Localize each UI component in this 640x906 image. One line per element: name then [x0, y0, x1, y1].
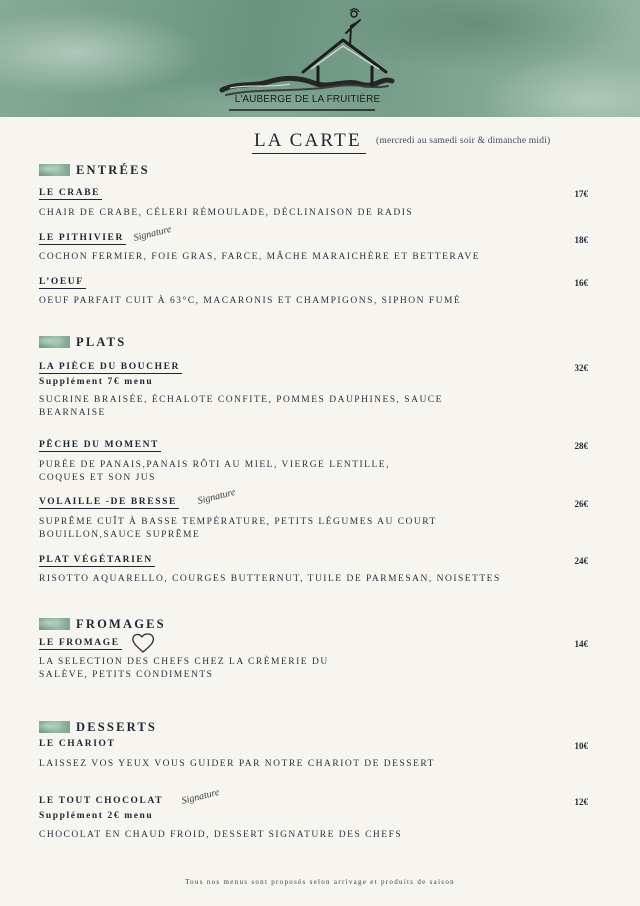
page-subtitle: (mercredi au samedi soir & dimanche midi) — [376, 136, 551, 146]
item-description: LAISSEZ VOS YEUX VOUS GUIDER PAR NOTRE CHARIOT DE DESSERT — [39, 759, 435, 769]
item-description: BEARNAISE — [39, 408, 106, 418]
section-title-desserts: DESSERTS — [76, 720, 158, 734]
section-title-entrees: ENTRÉES — [76, 163, 150, 177]
item-name: VOLAILLE -DE BRESSE — [39, 497, 177, 507]
item-description: COQUES ET SON JUS — [39, 473, 156, 483]
item-description: SUCRINE BRAISÉE, ÉCHALOTE CONFITE, POMMES DAUPHINES, SAUCE — [39, 395, 443, 405]
item-price: 14€ — [574, 639, 588, 649]
item-name: PÊCHE DU MOMENT — [39, 440, 160, 450]
section-title-fromages: FROMAGES — [76, 617, 166, 631]
item-price: 18€ — [574, 235, 588, 245]
item-name: L’OEUF — [39, 277, 84, 287]
item-description: OEUF PARFAIT CUIT À 63°C, MACARONIS ET CHAMPIGONS, SIPHON FUMÉ — [39, 296, 462, 306]
item-description: CHOCOLAT EN CHAUD FROID, DESSERT SIGNATURE DES CHEFS — [39, 830, 403, 840]
section-swatch — [39, 164, 70, 176]
item-name: LA PIÈCE DU BOUCHER — [39, 362, 180, 372]
section-swatch — [39, 618, 70, 630]
item-name: LE CHARIOT — [39, 739, 116, 749]
item-price: 32€ — [574, 363, 588, 373]
logo-text: L'AUBERGE DE LA FRUITIÈRE — [234, 94, 381, 105]
item-price: 28€ — [574, 441, 588, 451]
item-description: SALÈVE, PETITS CONDIMENTS — [39, 670, 214, 680]
item-description: RISOTTO AQUARELLO, COURGES BUTTERNUT, TUILE DE PARMESAN, NOISETTES — [39, 574, 501, 584]
section-swatch — [39, 336, 70, 348]
item-price: 10€ — [574, 741, 588, 751]
item-name: LE FROMAGE — [39, 638, 120, 648]
item-price: 24€ — [574, 556, 588, 566]
section-title-plats: PLATS — [76, 335, 127, 349]
signature-mark: Signature — [196, 486, 237, 507]
item-price: 16€ — [574, 278, 588, 288]
item-price: 26€ — [574, 499, 588, 509]
item-price: 17€ — [574, 189, 588, 199]
item-supplement: Supplément 2€ menu — [39, 811, 154, 821]
header-banner — [0, 0, 640, 117]
page-title: LA CARTE — [252, 131, 366, 154]
item-description: LA SELECTION DES CHEFS CHEZ LA CRÈMERIE DU — [39, 657, 329, 667]
item-name: PLAT VÉGÉTARIEN — [39, 555, 153, 565]
item-description: COCHON FERMIER, FOIE GRAS, FARCE, MÂCHE MARAICHÈRE ET BETTERAVE — [39, 252, 481, 262]
item-description: SUPRÊME CUÎT À BASSE TEMPÉRATURE, PETITS LÉGUMES AU COURT — [39, 517, 437, 527]
item-description: PURÉE DE PANAIS,PANAIS RÔTI AU MIEL, VIERGE LENTILLE, — [39, 460, 390, 470]
item-description: BOUILLON,SAUCE SUPRÊME — [39, 530, 201, 540]
item-price: 12€ — [574, 797, 588, 807]
item-name: LE CRABE — [39, 188, 101, 198]
signature-mark: Signature — [180, 786, 221, 807]
item-description: CHAIR DE CRABE, CÉLERI RÉMOULADE, DÉCLINAISON DE RADIS — [39, 208, 414, 218]
item-name: LE TOUT CHOCOLAT — [39, 796, 164, 806]
signature-mark: Signature — [132, 223, 173, 244]
section-swatch — [39, 721, 70, 733]
footer-note: Tous nos menus sont proposés selon arrivage et produits de saison — [185, 878, 455, 886]
item-supplement: Supplément 7€ menu — [39, 377, 154, 387]
item-name: LE PITHIVIER — [39, 233, 124, 243]
heart-icon — [130, 632, 156, 654]
